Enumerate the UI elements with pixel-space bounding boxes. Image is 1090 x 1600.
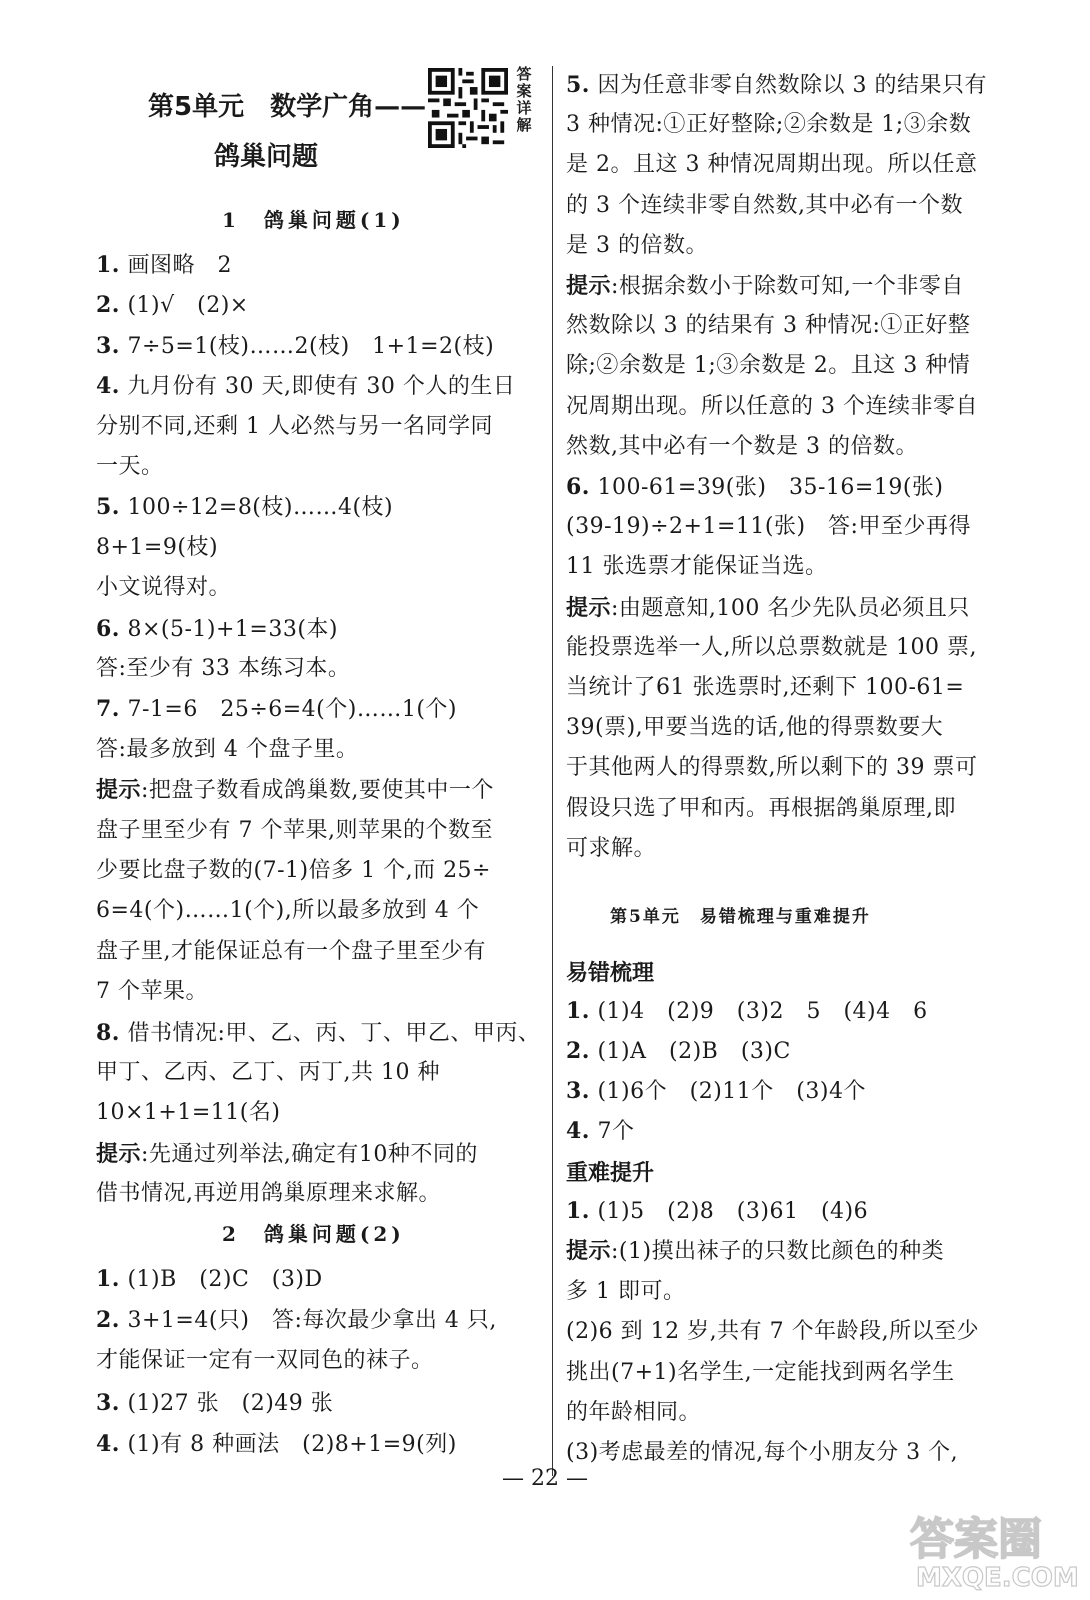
answer-line [96, 1264, 323, 1295]
answer-line [96, 290, 249, 321]
answer-text: (1)5 (2)8 (3)61 (4)6 [589, 1199, 869, 1224]
answer-line [566, 593, 970, 624]
answer-text: 于其他两人的得票数,所以剩下的 39 票可 [566, 755, 978, 780]
answer-line [96, 694, 457, 725]
answer-line [566, 191, 963, 221]
answer-text: (1)A (2)B (3)C [589, 1039, 791, 1064]
answer-line [566, 1358, 955, 1388]
answer-text: 盘子里,才能保证总有一个盘子里至少有 [96, 939, 486, 964]
answer-text: 答:最多放到 4 个盘子里。 [96, 737, 359, 762]
answer-line [566, 392, 978, 422]
answer-line [566, 996, 928, 1027]
answer-line [566, 1076, 866, 1107]
answer-line [96, 614, 338, 645]
answer-text: (3)考虑最差的情况,每个小朋友分 3 个, [566, 1440, 959, 1465]
answer-text: (1)有 8 种画法 (2)8+1=9(列) [119, 1432, 457, 1457]
answer-line [566, 633, 977, 663]
answer-line [566, 1317, 979, 1347]
item-number: 2. [96, 292, 120, 318]
answer-text: (1)27 张 (2)49 张 [119, 1391, 334, 1416]
answer-text: 分别不同,还剩 1 人必然与另一名同学同 [96, 414, 493, 439]
answer-line [96, 250, 232, 281]
answer-text: 100÷12=8(枝)……4(枝) [119, 495, 394, 520]
qr-caption: 答案详解 [516, 65, 532, 134]
item-number: 3. [96, 333, 120, 359]
section-title-1: 1 鸽巢问题(1) [222, 208, 405, 232]
item-number: 4. [96, 373, 120, 399]
answer-line [566, 1398, 701, 1428]
answer-text: (1)4 (2)9 (3)2 5 (4)4 6 [589, 999, 928, 1024]
item-number: 1. [96, 1266, 120, 1292]
answer-line [566, 1438, 958, 1468]
unit-title-line1: 第5单元 数学广角—— [148, 92, 427, 122]
page-number: — 22 — [502, 1466, 588, 1491]
answer-line [566, 472, 944, 503]
answer-text: :由题意知,100 名少先队员必须且只 [611, 596, 970, 621]
answer-text: 39(票),甲要当选的话,他的得票数要大 [566, 715, 944, 740]
item-number: 4. [96, 1431, 120, 1457]
answer-text: 况周期出现。所以任意的 3 个连续非零自 [566, 394, 978, 419]
answer-text: 是 2。且这 3 种情况周期出现。所以任意 [566, 152, 978, 177]
answer-text: 一天。 [96, 454, 164, 479]
unit-title-line2: 鸽巢问题 [214, 142, 319, 172]
section-title-2: 2 鸽巢问题(2) [222, 1222, 405, 1246]
watermark-logo-text: 答案圈 [910, 1514, 1042, 1565]
answer-line [566, 271, 964, 302]
answer-text: :(1)摸出袜子的只数比颜色的种类 [611, 1239, 945, 1264]
answer-text: 然数除以 3 的结果有 3 种情况:①正好整 [566, 313, 971, 338]
answer-text: 多 1 即可。 [566, 1279, 686, 1304]
answer-line [96, 452, 164, 482]
answer-line [96, 1388, 333, 1419]
answer-text: 少要比盘子数的(7-1)倍多 1 个,而 25÷ [96, 858, 491, 883]
answer-line [96, 533, 218, 563]
answer-text: (1)6个 (2)11个 (3)4个 [589, 1079, 866, 1104]
answer-line [96, 1346, 434, 1376]
answer-line [566, 834, 656, 864]
answer-line [96, 412, 493, 442]
answer-text: 的 3 个连续非零自然数,其中必有一个数 [566, 193, 963, 218]
item-number: 6. [96, 616, 120, 642]
item-number: 1. [566, 1198, 590, 1224]
watermark-logo [900, 1500, 1080, 1592]
item-number: 提示 [96, 1141, 142, 1167]
answer-line [566, 1116, 634, 1147]
answer-text: (1)B (2)C (3)D [119, 1267, 323, 1292]
answer-line [96, 1305, 497, 1336]
answer-text: 3+1=4(只) 答:每次最少拿出 4 只, [119, 1308, 497, 1333]
qr-code-icon[interactable] [428, 68, 508, 148]
answer-text: 11 张选票才能保证当选。 [566, 554, 828, 579]
item-number: 1. [566, 998, 590, 1024]
answer-text: :根据余数小于除数可知,一个非零自 [611, 274, 964, 299]
answer-text: 的年龄相同。 [566, 1400, 702, 1425]
subhead-difficulty: 重难提升 [566, 1161, 655, 1186]
answer-text: 能投票选举一人,所以总票数就是 100 票, [566, 635, 977, 660]
answer-line [566, 432, 918, 462]
item-number: 6. [566, 474, 590, 500]
answer-text: 假设只选了甲和丙。再根据鸽巢原理,即 [566, 796, 956, 821]
answer-line [566, 794, 956, 824]
answer-line [96, 896, 479, 926]
answer-line [566, 1036, 791, 1067]
answer-line [566, 1196, 868, 1227]
answer-line [96, 856, 491, 886]
answer-line [566, 512, 971, 542]
answer-line [566, 713, 943, 743]
answer-text: 甲丁、乙丙、乙丁、丙丁,共 10 种 [96, 1060, 440, 1085]
answer-line [96, 492, 393, 523]
item-number: 1. [96, 252, 120, 278]
answer-text: 盘子里至少有 7 个苹果,则苹果的个数至 [96, 818, 493, 843]
answer-line [96, 331, 494, 362]
answer-text: 是 3 的倍数。 [566, 233, 708, 258]
answer-text: 答:至少有 33 本练习本。 [96, 656, 351, 681]
answer-line [566, 753, 977, 783]
answer-line [566, 552, 828, 582]
answer-text: 7÷5=1(枝)……2(枝) 1+1=2(枝) [119, 334, 495, 359]
item-number: 4. [566, 1118, 590, 1144]
answer-text: 小文说得对。 [96, 575, 232, 600]
answer-line [96, 371, 515, 402]
answer-text: 挑出(7+1)名学生,一定能找到两名学生 [566, 1360, 955, 1385]
answer-text: 除;②余数是 1;③余数是 2。且这 3 种情 [566, 353, 971, 378]
answer-text: 因为任意非零自然数除以 3 的结果只有 [589, 73, 987, 98]
answer-line [96, 1098, 280, 1128]
item-number: 2. [96, 1307, 120, 1333]
subhead-error-review: 易错梳理 [566, 961, 655, 986]
answer-line [96, 573, 231, 603]
answer-text: 才能保证一定有一双同色的袜子。 [96, 1348, 434, 1373]
answer-line [96, 1139, 478, 1170]
column-divider [552, 66, 553, 1476]
answer-text: (1)√ (2)× [119, 293, 249, 318]
item-number: 2. [566, 1038, 590, 1064]
answer-line [96, 775, 494, 806]
item-number: 5. [566, 72, 590, 98]
item-number: 提示 [96, 777, 142, 803]
answer-text: 7-1=6 25÷6=4(个)……1(个) [119, 697, 458, 722]
answer-line [566, 231, 708, 261]
answer-line [566, 110, 971, 140]
answer-line [566, 70, 987, 101]
answer-text: 然数,其中必有一个数是 3 的倍数。 [566, 434, 918, 459]
answer-text: 借书情况,再逆用鸽巢原理来求解。 [96, 1181, 441, 1206]
answer-line [96, 1058, 440, 1088]
answer-text: 3 种情况:①正好整除;②余数是 1;③余数 [566, 112, 972, 137]
item-number: 提示 [566, 1238, 612, 1264]
answer-text: 当统计了61 张选票时,还剩下 100-61= [566, 675, 965, 700]
item-number: 3. [96, 1390, 120, 1416]
item-number: 3. [566, 1078, 590, 1104]
answer-text: :把盘子数看成鸽巢数,要使其中一个 [141, 778, 494, 803]
answer-line [566, 150, 977, 180]
answer-text: 8+1=9(枝) [96, 535, 219, 560]
answer-text: 7个 [589, 1119, 635, 1144]
answer-line [96, 735, 358, 765]
answer-line [566, 1277, 685, 1307]
answer-text: 6=4(个)……1(个),所以最多放到 4 个 [96, 898, 480, 923]
item-number: 提示 [566, 273, 612, 299]
answer-line [96, 654, 350, 684]
watermark-url: MXQE.COM [916, 1563, 1079, 1592]
answer-line [566, 1236, 944, 1267]
answer-text: 借书情况:甲、乙、丙、丁、甲乙、甲丙、 [119, 1021, 541, 1046]
answer-line [566, 351, 970, 381]
item-number: 7. [96, 696, 120, 722]
answer-text: 九月份有 30 天,即使有 30 个人的生日 [119, 374, 516, 399]
item-number: 提示 [566, 595, 612, 621]
answer-line [96, 1179, 441, 1209]
answer-text: (39-19)÷2+1=11(张) 答:甲至少再得 [566, 514, 971, 539]
answer-text: 10×1+1=11(名) [96, 1100, 281, 1125]
answer-text: 画图略 2 [119, 253, 232, 278]
answer-line [96, 1429, 457, 1460]
answer-text: :先通过列举法,确定有10种不同的 [141, 1142, 478, 1167]
answer-line [96, 937, 486, 967]
answer-line [96, 816, 493, 846]
answer-line [566, 673, 964, 703]
answer-text: (2)6 到 12 岁,共有 7 个年龄段,所以至少 [566, 1319, 980, 1344]
answer-text: 可求解。 [566, 836, 657, 861]
answer-line [566, 311, 970, 341]
section-title-3: 第5单元 易错梳理与重难提升 [610, 907, 871, 927]
item-number: 8. [96, 1020, 120, 1046]
item-number: 5. [96, 494, 120, 520]
answer-text: 8×(5-1)+1=33(本) [119, 617, 339, 642]
answer-text: 100-61=39(张) 35-16=19(张) [589, 475, 944, 500]
answer-line [96, 1018, 540, 1049]
answer-line [96, 977, 208, 1007]
answer-text: 7 个苹果。 [96, 979, 208, 1004]
